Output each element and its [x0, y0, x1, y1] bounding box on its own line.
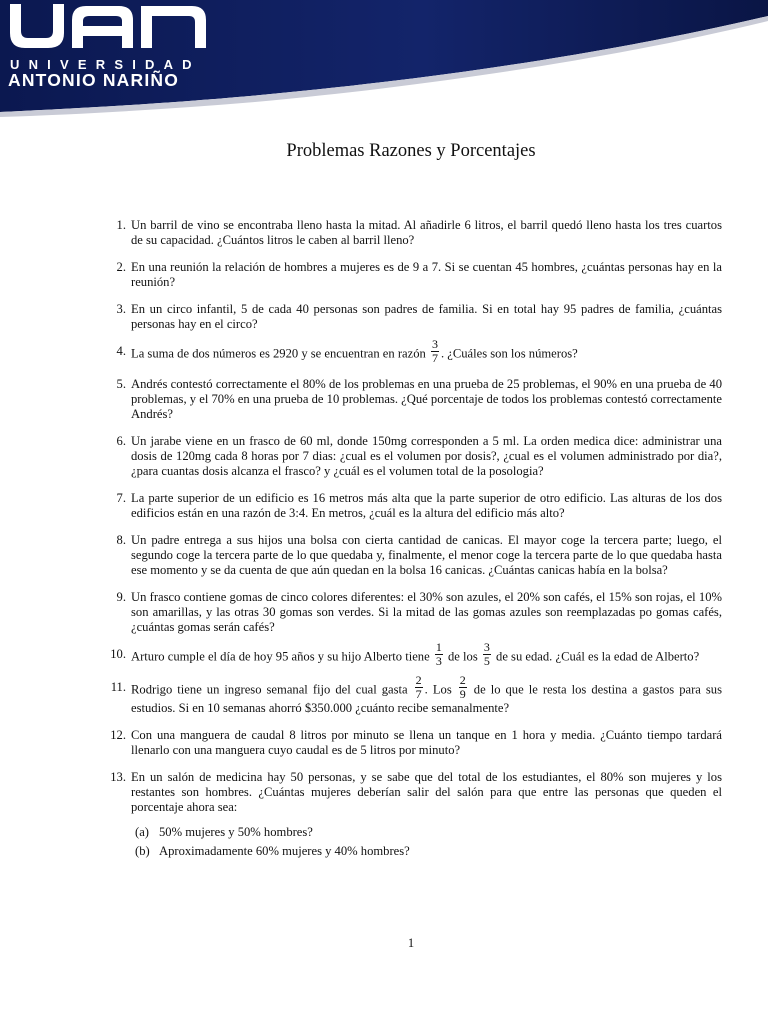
- problem-item: [105, 260, 722, 290]
- subitem-label: (a): [135, 825, 149, 839]
- subitem-text: Aproximadamente 60% mujeres y 40% hombres?: [159, 844, 410, 858]
- subitem-text: 50% mujeres y 50% hombres?: [159, 825, 313, 839]
- page-title: Problemas Razones y Porcentajes: [286, 141, 536, 161]
- problem-text: . ¿Cuáles son los números?: [440, 346, 578, 361]
- problem-item: [105, 337, 722, 365]
- fraction-denominator: 9: [459, 687, 466, 701]
- uan-logo-icon: [0, 0, 220, 60]
- problem-number: 5.: [116, 377, 126, 391]
- problem-number: 4.: [116, 344, 126, 358]
- problem-number: 1.: [116, 218, 126, 232]
- problem-text: Un barril de vino se encontraba lleno hasta la mitad. Al añadirle 6 litros, el barril quedó lleno hasta los tres cuartos de su capacidad. ¿Cuántos litros le caben al barril lleno?: [131, 218, 722, 247]
- fraction-numerator: 1: [435, 640, 442, 654]
- problem-number: 11.: [110, 680, 126, 694]
- problem-list: [105, 218, 722, 871]
- fraction: [431, 338, 439, 365]
- fraction-denominator: 7: [415, 687, 422, 701]
- problem-number: 7.: [116, 491, 126, 505]
- fraction-numerator: 2: [459, 673, 466, 687]
- problem-item: [105, 673, 722, 716]
- problem-item: [105, 590, 722, 635]
- university-name-line-2: ANTONIO NARIÑO: [8, 70, 180, 90]
- problem-item: [105, 434, 722, 479]
- fraction-numerator: 3: [431, 337, 438, 351]
- problem-item: [105, 770, 722, 859]
- problem-text: de su edad. ¿Cuál es la edad de Alberto?: [492, 649, 700, 664]
- problem-item: [105, 377, 722, 422]
- subitem: [135, 825, 722, 840]
- problem-number: 13.: [110, 770, 126, 784]
- fraction-numerator: 3: [483, 640, 490, 654]
- subitem: [135, 844, 722, 859]
- problem-text: de lo que le resta los destina a gastos para sus estudios. Si en 10 semanas ahorró $350.000 ¿cuánto recibe semanalmente?: [131, 682, 722, 715]
- problem-number: 6.: [116, 434, 126, 448]
- problem-text: En un circo infantil, 5 de cada 40 personas son padres de familia. Si en total hay 95 padres de familia, ¿cuántas personas hay en el circo?: [131, 302, 722, 331]
- fraction-denominator: 7: [431, 351, 438, 365]
- problem-item: [105, 302, 722, 332]
- problem-text: de los: [444, 649, 481, 664]
- problem-text: Andrés contestó correctamente el 80% de los problemas en una prueba de 25 problemas, el 90% en una prueba de 40 problemas, y el 70% en una prueba de 10 problemas. ¿Qué porcentaje de todos los problemas contestó correctamente Andrés?: [131, 377, 722, 421]
- university-name-line-1: UNIVERSIDAD: [10, 57, 201, 72]
- problem-number: 3.: [116, 302, 126, 316]
- fraction: [415, 674, 423, 701]
- fraction: [459, 674, 467, 701]
- problem-number: 10.: [110, 647, 126, 661]
- fraction-numerator: 2: [415, 673, 422, 687]
- problem-text: En un salón de medicina hay 50 personas, y se sabe que del total de los estudiantes, el 80% son mujeres y los restantes son hombres. ¿Cuántas mujeres deberían salir del salón para que entre las personas que queden el porcentaje ahora sea:: [131, 770, 722, 814]
- problem-text: En una reunión la relación de hombres a mujeres es de 9 a 7. Si se cuentan 45 hombres, ¿cuántas personas hay en la reunión?: [131, 260, 722, 289]
- problem-text: La suma de dos números es 2920 y se encuentran en razón: [131, 346, 429, 361]
- problem-number: 2.: [116, 260, 126, 274]
- fraction: [483, 641, 491, 668]
- problem-text: Un padre entrega a sus hijos una bolsa con cierta cantidad de canicas. El mayor coge la tercera parte; luego, el segundo coge la tercera parte de lo que quedaba y, finalmente, el menor coge la tercera parte de lo que quedaba hasta ese momento y se da cuenta de que aún quedan en la bolsa 16 canicas. ¿Cuántas canicas había en la bolsa?: [131, 533, 722, 577]
- problem-item: [105, 728, 722, 758]
- problem-text: Rodrigo tiene un ingreso semanal fijo del cual gasta: [131, 682, 413, 697]
- problem-text: Un frasco contiene gomas de cinco colores diferentes: el 30% son azules, el 20% son cafés, el 15% son rojas, el 10% son amarillas, y las otras 30 gomas son verdes. Si la mitad de las gomas azules son reemplazadas po gomas cafés, ¿cuántas gomas serán cafés?: [131, 590, 722, 634]
- problem-text: Con una manguera de caudal 8 litros por minuto se llena un tanque en 1 hora y media. ¿Cuánto tiempo tardará llenarlo con una manguera cuyo caudal es de 5 litros por minuto?: [131, 728, 722, 757]
- fraction-denominator: 5: [483, 654, 490, 668]
- problem-text: Arturo cumple el día de hoy 95 años y su hijo Alberto tiene: [131, 649, 433, 664]
- problem-item: [105, 218, 722, 248]
- problem-item: [105, 533, 722, 578]
- subitem-label: (b): [135, 844, 150, 858]
- problem-number: 12.: [110, 728, 126, 742]
- page-number: 1: [407, 936, 415, 950]
- problem-text: Un jarabe viene en un frasco de 60 ml, donde 150mg corresponden a 5 ml. La orden medica dice: administrar una dosis de 120mg cada 8 horas por 7 dias: ¿cual es el volumen por dosis?, ¿cual es el volumen administrado por dia?, ¿para cuantas dosis alcanza el frasco? y ¿cuál es el volumen total de la posologia?: [131, 434, 722, 478]
- university-header-banner: [0, 0, 768, 121]
- problem-number: 9.: [116, 590, 126, 604]
- problem-text: . Los: [424, 682, 457, 697]
- subitem-list: [131, 825, 722, 859]
- problem-number: 8.: [116, 533, 126, 547]
- problem-item: [105, 640, 722, 668]
- problem-item: [105, 491, 722, 521]
- fraction: [435, 641, 443, 668]
- problem-text: La parte superior de un edificio es 16 metros más alta que la parte superior de otro edificio. Las alturas de los dos edificios están en una razón de 3:4. En metros, ¿cuál es la altura del edificio más alto?: [131, 491, 722, 520]
- fraction-denominator: 3: [435, 654, 442, 668]
